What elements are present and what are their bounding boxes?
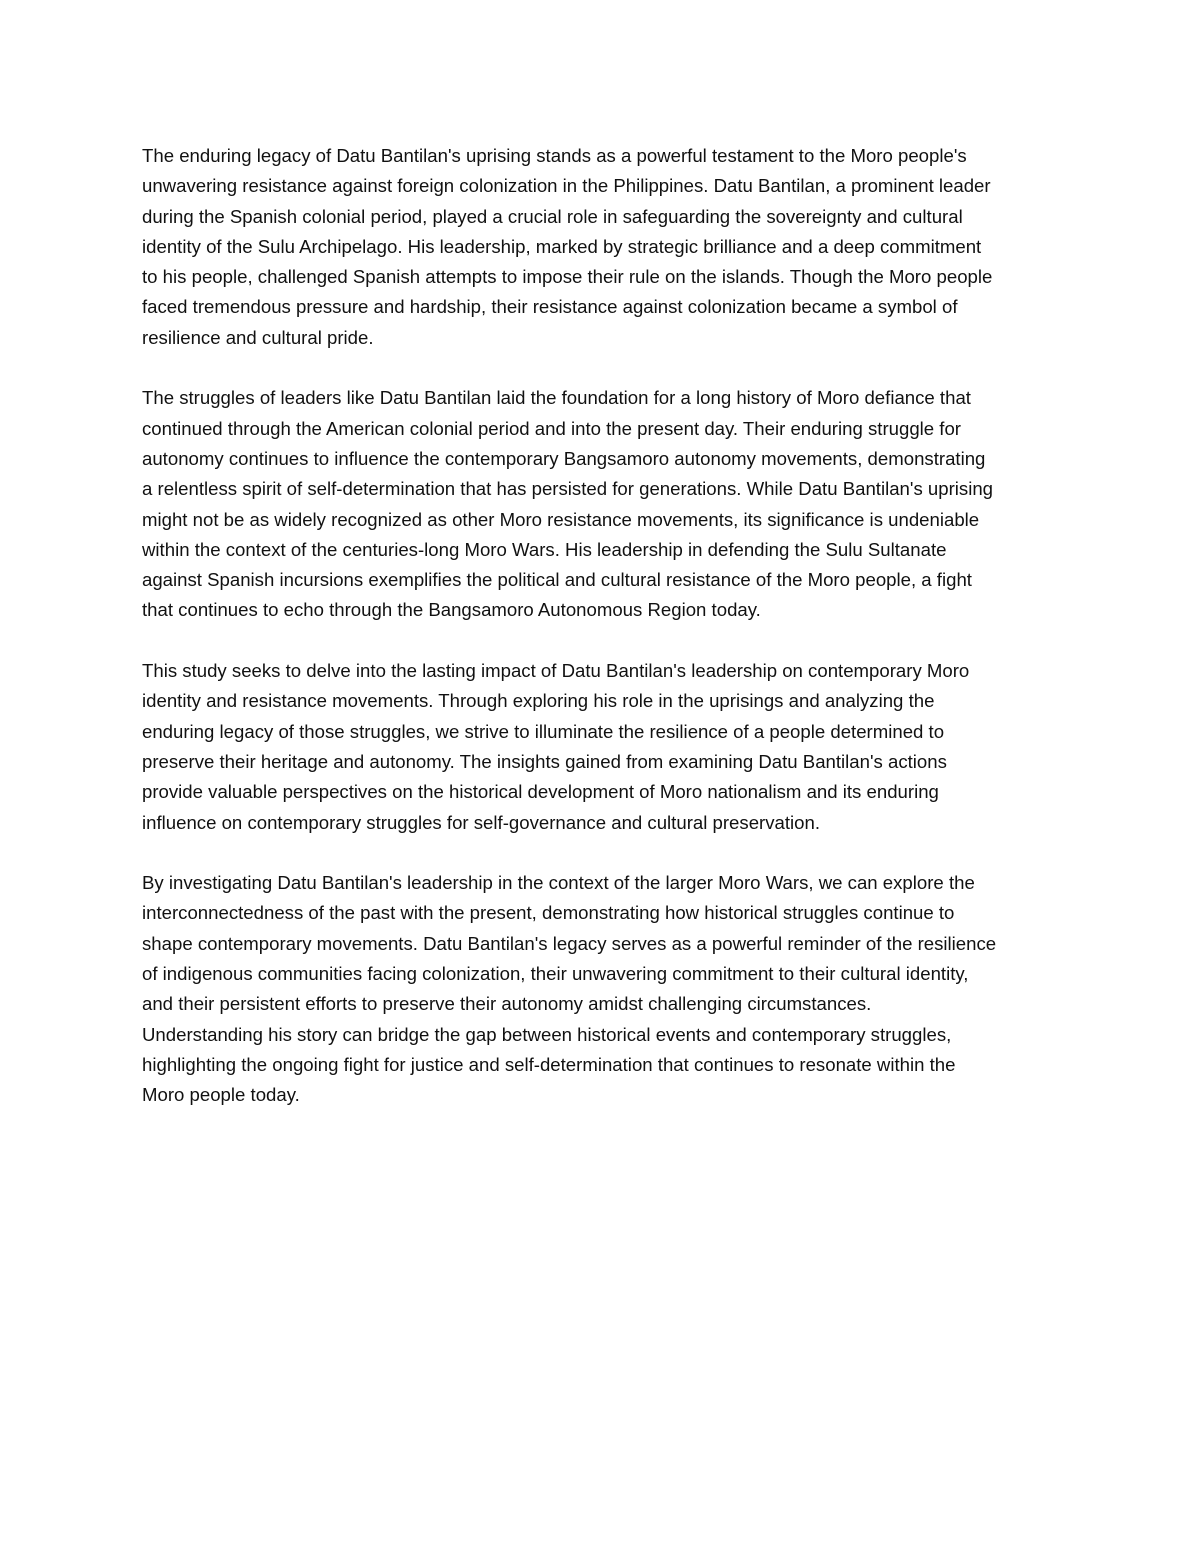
text-line: to his people, challenged Spanish attempts to impose their rule on the islands. Though the Moro people: [142, 266, 993, 288]
text-line: autonomy continues to influence the contemporary Bangsamoro autonomy movements, demonstrating: [142, 447, 986, 469]
paragraph-1: [142, 141, 1060, 353]
text-line: of indigenous communities facing colonization, their unwavering commitment to their cultural identity,: [142, 963, 969, 985]
document-body: [142, 141, 1060, 1111]
text-line: during the Spanish colonial period, played a crucial role in safeguarding the sovereignty and cultural: [142, 205, 963, 227]
text-line: The enduring legacy of Datu Bantilan's uprising stands as a powerful testament to the Moro people's: [142, 145, 967, 166]
text-line: highlighting the ongoing fight for justice and self-determination that continues to resonate within the: [142, 1053, 956, 1075]
text-line: that continues to echo through the Bangsamoro Autonomous Region today.: [142, 599, 761, 621]
paragraph-3: [142, 656, 1060, 838]
text-line: identity and resistance movements. Through exploring his role in the uprisings and analyzing the: [142, 690, 935, 712]
text-line: resilience and cultural pride.: [142, 326, 374, 348]
text-line: and their persistent efforts to preserve their autonomy amidst challenging circumstances.: [142, 993, 872, 1015]
text-line: might not be as widely recognized as other Moro resistance movements, its significance is undeniable: [142, 508, 980, 530]
text-line: By investigating Datu Bantilan's leadership in the context of the larger Moro Wars, we can explore the: [142, 872, 975, 894]
text-line: Moro people today.: [142, 1084, 300, 1106]
text-line: faced tremendous pressure and hardship, their resistance against colonization became a symbol of: [142, 296, 958, 318]
text-line: This study seeks to delve into the lasting impact of Datu Bantilan's leadership on contemporary Moro: [142, 660, 970, 682]
text-line: preserve their heritage and autonomy. The insights gained from examining Datu Bantilan's actions: [142, 750, 947, 772]
text-line: a relentless spirit of self-determination that has persisted for generations. While Datu Bantilan's uprising: [142, 478, 994, 500]
text-line: identity of the Sulu Archipelago. His leadership, marked by strategic brilliance and a deep commitment: [142, 235, 982, 257]
text-line: against Spanish incursions exemplifies the political and cultural resistance of the Moro people, a fight: [142, 569, 972, 591]
text-line: influence on contemporary struggles for self-governance and cultural preservation.: [142, 811, 821, 833]
text-line: unwavering resistance against foreign colonization in the Philippines. Datu Bantilan, a prominent leader: [142, 175, 991, 197]
text-line: within the context of the centuries-long Moro Wars. His leadership in defending the Sulu Sultanate: [142, 538, 947, 560]
text-line: continued through the American colonial period and into the present day. Their enduring struggle for: [142, 417, 961, 439]
text-line: Understanding his story can bridge the gap between historical events and contemporary struggles,: [142, 1023, 952, 1045]
text-line: The struggles of leaders like Datu Bantilan laid the foundation for a long history of Moro defiance that: [142, 387, 971, 409]
text-line: shape contemporary movements. Datu Bantilan's legacy serves as a powerful reminder of the resilience: [142, 932, 997, 954]
text-line: interconnectedness of the past with the present, demonstrating how historical struggles continue to: [142, 902, 955, 924]
text-line: provide valuable perspectives on the historical development of Moro nationalism and its enduring: [142, 781, 939, 803]
text-line: enduring legacy of those struggles, we strive to illuminate the resilience of a people determined to: [142, 720, 945, 742]
paragraph-2: [142, 383, 1060, 625]
paragraph-4: [142, 868, 1060, 1110]
